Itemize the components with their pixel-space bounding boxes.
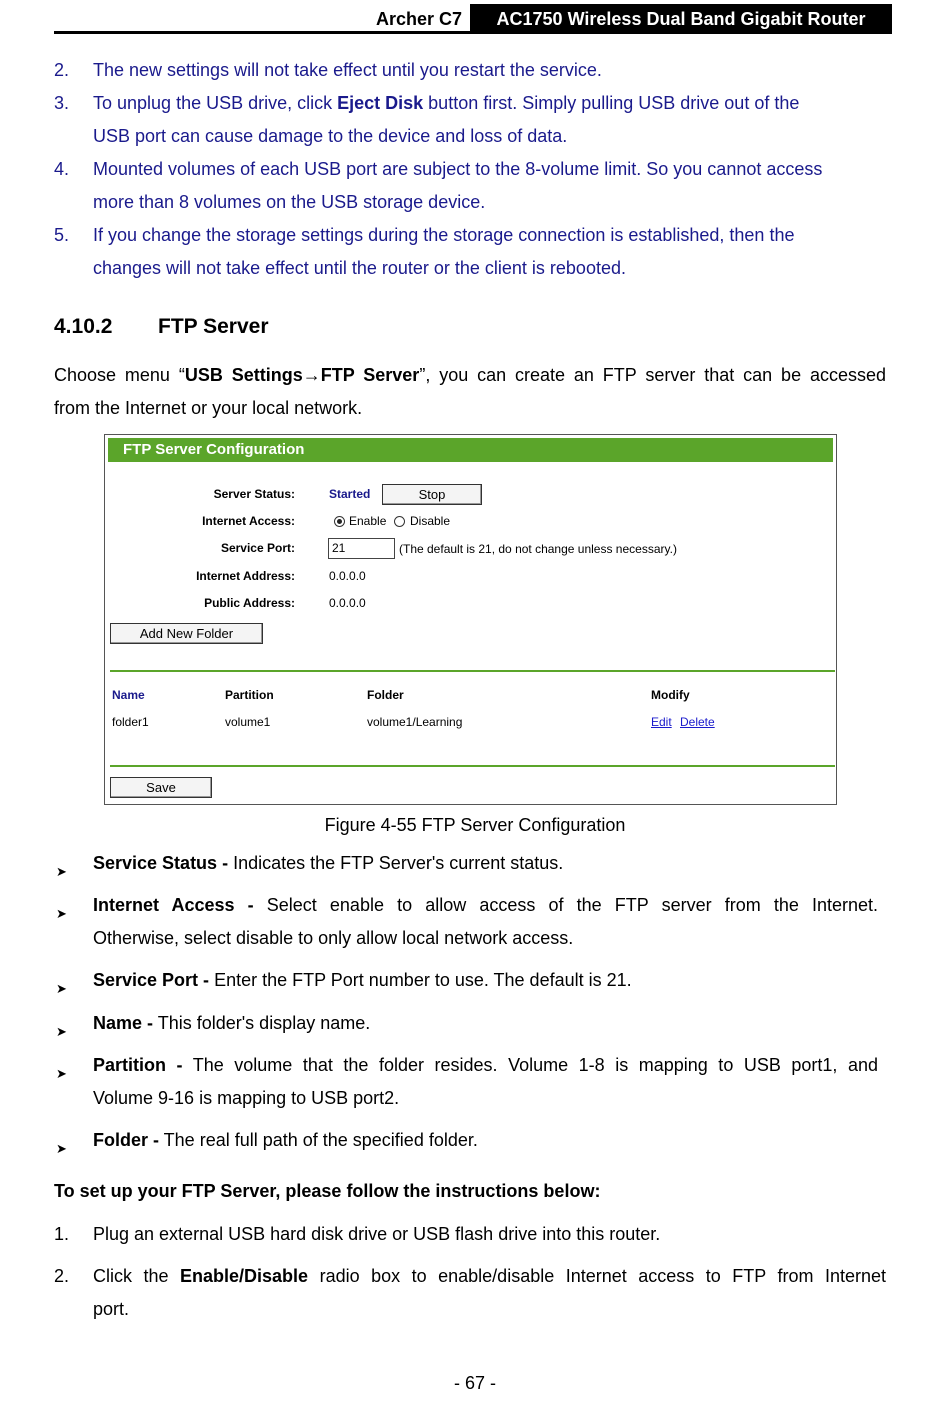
folder-path-cell: volume1/Learning	[367, 715, 463, 729]
enable-radio[interactable]	[334, 516, 345, 527]
figure-caption: Figure 4-55 FTP Server Configuration	[324, 815, 626, 835]
eject-disk-term: Eject Disk	[337, 93, 424, 113]
definition-item-line2: Otherwise, select disable to only allow local network access.	[93, 928, 574, 948]
server-status-label: Server Status:	[213, 487, 295, 501]
step-number: 1.	[54, 1224, 70, 1244]
internet-address-value: 0.0.0.0	[329, 569, 366, 583]
enable-label: Enable	[349, 514, 387, 528]
table-header-partition: Partition	[225, 688, 274, 702]
section-title: FTP Server	[158, 315, 269, 338]
bullet-arrow-icon: ➤	[56, 1066, 67, 1081]
bullet-arrow-icon: ➤	[56, 1024, 67, 1039]
note-text: USB port can cause damage to the device and loss of data.	[93, 126, 568, 146]
service-port-label: Service Port:	[220, 541, 295, 555]
note-number: 5.	[54, 225, 70, 245]
section-number: 4.10.2	[54, 315, 113, 338]
internet-address-label: Internet Address:	[196, 569, 295, 583]
save-button[interactable]: Save	[110, 777, 212, 798]
service-port-hint: (The default is 21, do not change unless necessary.)	[399, 542, 677, 556]
intro-text-line2: from the Internet or your local network.	[54, 398, 363, 418]
disable-label: Disable	[410, 514, 451, 528]
add-new-folder-button[interactable]: Add New Folder	[110, 623, 263, 644]
table-bottom-divider	[110, 765, 835, 767]
instructions-heading: To set up your FTP Server, please follow the instructions below:	[54, 1181, 601, 1201]
note-number: 3.	[54, 93, 70, 113]
table-top-divider	[110, 670, 835, 672]
bullet-arrow-icon: ➤	[56, 981, 67, 996]
note-text: The new settings will not take effect until you restart the service.	[93, 60, 602, 80]
disable-radio[interactable]	[394, 516, 405, 527]
folder-partition-cell: volume1	[225, 715, 271, 729]
folder-name-cell: folder1	[112, 715, 149, 729]
definition-item: Internet Access - Select enable to allow access of the FTP server from the Internet.	[93, 895, 879, 915]
definition-item: Service Port - Enter the FTP Port number to use. The default is 21.	[93, 970, 632, 990]
figure-title: FTP Server Configuration	[108, 438, 833, 462]
header-rule	[54, 31, 892, 34]
step-number: 2.	[54, 1266, 70, 1286]
ftp-config-figure	[104, 434, 837, 805]
delete-link[interactable]: Delete	[680, 715, 715, 729]
edit-link[interactable]: Edit	[651, 715, 672, 729]
table-header-name: Name	[112, 688, 145, 702]
definition-item: Service Status - Indicates the FTP Server's current status.	[93, 853, 564, 873]
bullet-arrow-icon: ➤	[56, 906, 67, 921]
table-header-modify: Modify	[651, 688, 690, 702]
internet-access-label: Internet Access:	[202, 514, 295, 528]
note-text: more than 8 volumes on the USB storage device.	[93, 192, 486, 212]
table-header-folder: Folder	[367, 688, 404, 702]
bullet-arrow-icon: ➤	[56, 864, 67, 879]
note-number: 2.	[54, 60, 70, 80]
step-text: Plug an external USB hard disk drive or USB flash drive into this router.	[93, 1224, 661, 1244]
intro-text: Choose menu “USB Settings→FTP Server”, you can create an FTP server that can be accessed	[54, 365, 886, 385]
definition-item: Folder - The real full path of the specified folder.	[93, 1130, 478, 1150]
note-text: Mounted volumes of each USB port are subject to the 8-volume limit. So you cannot access	[93, 159, 823, 179]
public-address-label: Public Address:	[204, 596, 295, 610]
note-text: To unplug the USB drive, click Eject Disk button first. Simply pulling USB drive out of the	[93, 93, 800, 113]
server-status-value: Started	[329, 487, 371, 501]
note-number: 4.	[54, 159, 70, 179]
page-number: - 67 -	[453, 1373, 496, 1393]
header-model: Archer C7	[375, 9, 462, 29]
step-text: Click the Enable/Disable radio box to enable/disable Internet access to FTP from Internet	[93, 1266, 886, 1286]
header-product: AC1750 Wireless Dual Band Gigabit Router	[470, 4, 892, 34]
step-text-line2: port.	[93, 1299, 130, 1319]
definition-item-line2: Volume 9-16 is mapping to USB port2.	[93, 1088, 400, 1108]
stop-button[interactable]: Stop	[382, 484, 482, 505]
bullet-arrow-icon: ➤	[56, 1141, 67, 1156]
public-address-value: 0.0.0.0	[329, 596, 366, 610]
definition-item: Name - This folder's display name.	[93, 1013, 371, 1033]
service-port-input[interactable]: 21	[328, 538, 395, 559]
note-text: changes will not take effect until the router or the client is rebooted.	[93, 258, 626, 278]
note-text: If you change the storage settings during the storage connection is established, then the	[93, 225, 795, 245]
definition-item: Partition - The volume that the folder resides. Volume 1-8 is mapping to USB port1, and	[93, 1055, 878, 1075]
